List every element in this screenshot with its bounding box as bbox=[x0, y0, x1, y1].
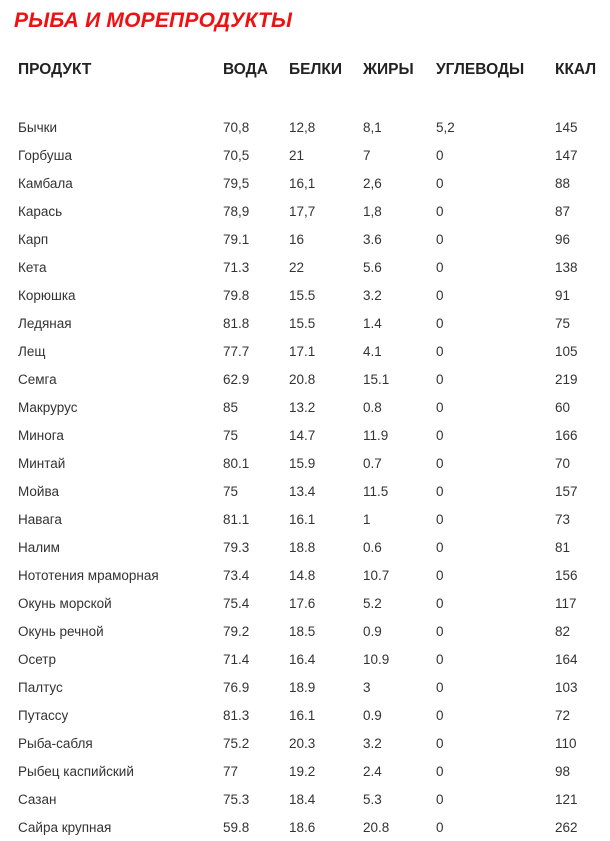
header-fat: ЖИРЫ bbox=[363, 61, 414, 78]
cell-protein: 19.2 bbox=[289, 763, 316, 779]
cell-water: 73.4 bbox=[223, 567, 250, 583]
cell-fat: 0.9 bbox=[363, 707, 382, 723]
table-row bbox=[18, 337, 610, 365]
cell-carbs: 0 bbox=[436, 623, 444, 639]
cell-kcal: 60 bbox=[555, 399, 571, 415]
cell-kcal: 219 bbox=[555, 371, 578, 387]
cell-water: 71.4 bbox=[223, 651, 250, 667]
cell-kcal: 96 bbox=[555, 231, 571, 247]
cell-fat: 0.8 bbox=[363, 399, 382, 415]
cell-kcal: 121 bbox=[555, 791, 578, 807]
cell-protein: 14.7 bbox=[289, 427, 316, 443]
cell-kcal: 166 bbox=[555, 427, 578, 443]
cell-carbs: 0 bbox=[436, 511, 444, 527]
cell-fat: 1 bbox=[363, 511, 371, 527]
cell-fat: 7 bbox=[363, 147, 371, 163]
cell-water: 81.8 bbox=[223, 315, 250, 331]
cell-protein: 16 bbox=[289, 231, 305, 247]
cell-fat: 11.5 bbox=[363, 483, 389, 499]
cell-product: Мойва bbox=[18, 483, 59, 499]
cell-water: 62.9 bbox=[223, 371, 250, 387]
cell-product: Семга bbox=[18, 371, 57, 387]
cell-water: 80.1 bbox=[223, 455, 250, 471]
cell-fat: 0.6 bbox=[363, 539, 382, 555]
cell-carbs: 5,2 bbox=[436, 119, 455, 135]
table-row bbox=[18, 421, 610, 449]
cell-protein: 12,8 bbox=[289, 119, 316, 135]
cell-kcal: 81 bbox=[555, 539, 571, 555]
cell-protein: 17,7 bbox=[289, 203, 316, 219]
cell-protein: 18.8 bbox=[289, 539, 316, 555]
cell-carbs: 0 bbox=[436, 679, 444, 695]
cell-carbs: 0 bbox=[436, 343, 444, 359]
cell-kcal: 88 bbox=[555, 175, 571, 191]
table-row bbox=[18, 449, 610, 477]
cell-protein: 16.1 bbox=[289, 707, 316, 723]
cell-kcal: 110 bbox=[555, 735, 577, 751]
cell-product: Минтай bbox=[18, 455, 66, 471]
cell-fat: 20.8 bbox=[363, 819, 390, 835]
cell-kcal: 164 bbox=[555, 651, 578, 667]
table-row bbox=[18, 393, 610, 421]
cell-fat: 0.9 bbox=[363, 623, 382, 639]
cell-water: 79.3 bbox=[223, 539, 250, 555]
cell-water: 70,8 bbox=[223, 119, 250, 135]
table-row bbox=[18, 225, 610, 253]
cell-protein: 21 bbox=[289, 147, 305, 163]
cell-carbs: 0 bbox=[436, 203, 444, 219]
cell-product: Макрурус bbox=[18, 399, 78, 415]
cell-carbs: 0 bbox=[436, 567, 444, 583]
cell-carbs: 0 bbox=[436, 427, 444, 443]
cell-carbs: 0 bbox=[436, 707, 444, 723]
header-water: ВОДА bbox=[223, 61, 268, 78]
nutrition-table bbox=[18, 55, 610, 841]
table-header-row bbox=[18, 55, 610, 85]
cell-kcal: 70 bbox=[555, 455, 571, 471]
cell-fat: 2,6 bbox=[363, 175, 382, 191]
cell-water: 78,9 bbox=[223, 203, 250, 219]
table-row bbox=[18, 785, 610, 813]
cell-kcal: 262 bbox=[555, 819, 578, 835]
cell-protein: 16.1 bbox=[289, 511, 316, 527]
table-row bbox=[18, 141, 610, 169]
cell-kcal: 103 bbox=[555, 679, 578, 695]
cell-protein: 13.4 bbox=[289, 483, 316, 499]
table-row bbox=[18, 281, 610, 309]
cell-product: Налим bbox=[18, 539, 60, 555]
cell-water: 81.1 bbox=[223, 511, 250, 527]
cell-protein: 17.1 bbox=[289, 343, 316, 359]
header-protein: БЕЛКИ bbox=[289, 61, 342, 78]
cell-product: Сазан bbox=[18, 791, 57, 807]
cell-kcal: 91 bbox=[555, 287, 571, 303]
cell-carbs: 0 bbox=[436, 819, 444, 835]
spacer-row bbox=[18, 85, 610, 113]
cell-water: 79.8 bbox=[223, 287, 250, 303]
cell-water: 59.8 bbox=[223, 819, 250, 835]
cell-product: Камбала bbox=[18, 175, 73, 191]
cell-fat: 2.4 bbox=[363, 763, 382, 779]
cell-kcal: 138 bbox=[555, 259, 578, 275]
cell-fat: 8,1 bbox=[363, 119, 382, 135]
cell-product: Путассу bbox=[18, 707, 69, 723]
table-row bbox=[18, 113, 610, 141]
cell-fat: 10.7 bbox=[363, 567, 390, 583]
table-row bbox=[18, 365, 610, 393]
cell-protein: 18.6 bbox=[289, 819, 316, 835]
table-row bbox=[18, 253, 610, 281]
cell-product: Минога bbox=[18, 427, 64, 443]
cell-protein: 15.5 bbox=[289, 315, 316, 331]
cell-product: Нототения мраморная bbox=[18, 567, 159, 583]
table-row bbox=[18, 309, 610, 337]
cell-carbs: 0 bbox=[436, 791, 444, 807]
cell-fat: 15.1 bbox=[363, 371, 390, 387]
table-row bbox=[18, 505, 610, 533]
cell-protein: 13.2 bbox=[289, 399, 316, 415]
cell-protein: 15.5 bbox=[289, 287, 316, 303]
cell-product: Ледяная bbox=[18, 315, 72, 331]
cell-kcal: 75 bbox=[555, 315, 571, 331]
cell-carbs: 0 bbox=[436, 315, 444, 331]
cell-kcal: 87 bbox=[555, 203, 571, 219]
cell-fat: 3.2 bbox=[363, 287, 382, 303]
cell-protein: 18.4 bbox=[289, 791, 316, 807]
cell-fat: 3 bbox=[363, 679, 371, 695]
cell-protein: 16.4 bbox=[289, 651, 316, 667]
table-row bbox=[18, 729, 610, 757]
cell-carbs: 0 bbox=[436, 231, 444, 247]
cell-kcal: 73 bbox=[555, 511, 571, 527]
cell-product: Карп bbox=[18, 231, 49, 247]
cell-product: Осетр bbox=[18, 651, 57, 667]
cell-protein: 15.9 bbox=[289, 455, 316, 471]
cell-kcal: 156 bbox=[555, 567, 578, 583]
cell-water: 75.4 bbox=[223, 595, 250, 611]
cell-protein: 20.3 bbox=[289, 735, 316, 751]
table-row bbox=[18, 617, 610, 645]
cell-kcal: 147 bbox=[555, 147, 578, 163]
cell-product: Рыбец каспийский bbox=[18, 763, 134, 779]
cell-kcal: 98 bbox=[555, 763, 571, 779]
cell-product: Рыба-сабля bbox=[18, 735, 93, 751]
cell-product: Окунь морской bbox=[18, 595, 112, 611]
cell-protein: 20.8 bbox=[289, 371, 316, 387]
cell-water: 79.2 bbox=[223, 623, 250, 639]
cell-water: 71.3 bbox=[223, 259, 250, 275]
cell-protein: 18.9 bbox=[289, 679, 316, 695]
cell-water: 76.9 bbox=[223, 679, 250, 695]
table-row bbox=[18, 197, 610, 225]
cell-carbs: 0 bbox=[436, 595, 444, 611]
cell-carbs: 0 bbox=[436, 651, 444, 667]
cell-water: 77.7 bbox=[223, 343, 250, 359]
table-row bbox=[18, 673, 610, 701]
cell-product: Корюшка bbox=[18, 287, 76, 303]
cell-water: 79.1 bbox=[223, 231, 250, 247]
cell-fat: 4.1 bbox=[363, 343, 382, 359]
table-row bbox=[18, 813, 610, 841]
cell-fat: 11.9 bbox=[363, 427, 389, 443]
cell-kcal: 117 bbox=[555, 595, 577, 611]
cell-product: Лещ bbox=[18, 343, 46, 359]
cell-carbs: 0 bbox=[436, 175, 444, 191]
cell-carbs: 0 bbox=[436, 371, 444, 387]
cell-product: Кета bbox=[18, 259, 47, 275]
cell-fat: 10.9 bbox=[363, 651, 390, 667]
cell-product: Бычки bbox=[18, 119, 58, 135]
cell-kcal: 157 bbox=[555, 483, 578, 499]
cell-carbs: 0 bbox=[436, 259, 444, 275]
cell-carbs: 0 bbox=[436, 483, 444, 499]
cell-water: 75.3 bbox=[223, 791, 250, 807]
cell-fat: 5.6 bbox=[363, 259, 382, 275]
table-body bbox=[18, 85, 610, 841]
cell-kcal: 72 bbox=[555, 707, 571, 723]
cell-fat: 3.6 bbox=[363, 231, 382, 247]
table-row bbox=[18, 701, 610, 729]
cell-carbs: 0 bbox=[436, 735, 444, 751]
cell-kcal: 145 bbox=[555, 119, 578, 135]
table-row bbox=[18, 589, 610, 617]
cell-carbs: 0 bbox=[436, 455, 444, 471]
cell-kcal: 82 bbox=[555, 623, 571, 639]
cell-water: 77 bbox=[223, 763, 239, 779]
cell-kcal: 105 bbox=[555, 343, 578, 359]
cell-carbs: 0 bbox=[436, 539, 444, 555]
cell-water: 79,5 bbox=[223, 175, 250, 191]
cell-fat: 0.7 bbox=[363, 455, 382, 471]
table-row bbox=[18, 645, 610, 673]
cell-water: 75 bbox=[223, 427, 239, 443]
table-row bbox=[18, 533, 610, 561]
cell-product: Палтус bbox=[18, 679, 63, 695]
cell-product: Навага bbox=[18, 511, 62, 527]
cell-product: Сайра крупная bbox=[18, 819, 112, 835]
cell-product: Горбуша bbox=[18, 147, 72, 163]
cell-water: 70,5 bbox=[223, 147, 250, 163]
page-title: РЫБА И МОРЕПРОДУКТЫ bbox=[14, 9, 293, 32]
table-row bbox=[18, 477, 610, 505]
cell-carbs: 0 bbox=[436, 147, 444, 163]
cell-fat: 3.2 bbox=[363, 735, 382, 751]
cell-carbs: 0 bbox=[436, 763, 444, 779]
cell-carbs: 0 bbox=[436, 287, 444, 303]
table-row bbox=[18, 169, 610, 197]
header-kcal: ККАЛ bbox=[555, 61, 597, 78]
cell-water: 75.2 bbox=[223, 735, 250, 751]
cell-product: Карась bbox=[18, 203, 63, 219]
cell-fat: 1.4 bbox=[363, 315, 382, 331]
cell-protein: 18.5 bbox=[289, 623, 316, 639]
cell-carbs: 0 bbox=[436, 399, 444, 415]
cell-protein: 17.6 bbox=[289, 595, 316, 611]
cell-fat: 5.2 bbox=[363, 595, 382, 611]
cell-water: 81.3 bbox=[223, 707, 250, 723]
cell-protein: 16,1 bbox=[289, 175, 316, 191]
cell-water: 85 bbox=[223, 399, 239, 415]
cell-product: Окунь речной bbox=[18, 623, 104, 639]
cell-protein: 22 bbox=[289, 259, 305, 275]
table-row bbox=[18, 757, 610, 785]
header-product: ПРОДУКТ bbox=[18, 61, 92, 78]
cell-water: 75 bbox=[223, 483, 239, 499]
header-carbs: УГЛЕВОДЫ bbox=[436, 61, 525, 78]
cell-fat: 5.3 bbox=[363, 791, 382, 807]
table-row bbox=[18, 561, 610, 589]
cell-fat: 1,8 bbox=[363, 203, 382, 219]
cell-protein: 14.8 bbox=[289, 567, 316, 583]
